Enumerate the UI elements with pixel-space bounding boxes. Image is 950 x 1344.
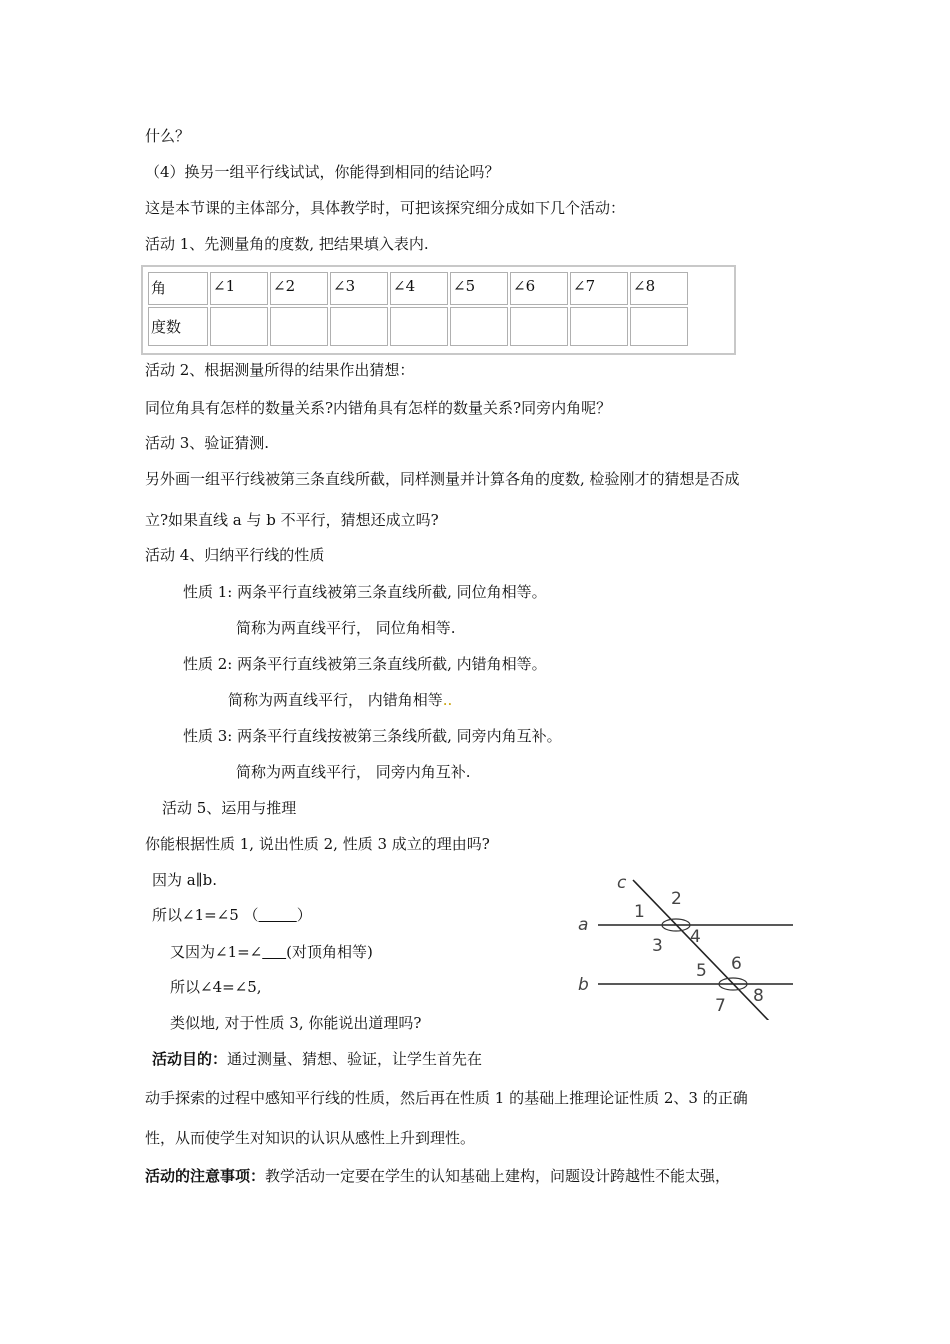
property-3: 性质 3: 两条平行直线按被第三条线所截, 同旁内角互补。 xyxy=(183,727,562,745)
goal-label: 活动目的： xyxy=(152,1050,228,1068)
activity-5: 活动 5、运用与推理 xyxy=(162,799,297,817)
table-cell: 度数 xyxy=(148,307,208,346)
activity-1: 活动 1、先测量角的度数, 把结果填入表内. xyxy=(145,235,429,253)
label-c: c xyxy=(617,873,627,893)
dots-mark: .. xyxy=(442,691,453,709)
table-cell-input[interactable] xyxy=(450,307,508,346)
angle-label-8: 8 xyxy=(753,986,764,1006)
reason-3 xyxy=(170,942,373,962)
table-cell-input[interactable] xyxy=(570,307,628,346)
reason-2-text: 所以∠1=∠5 （ xyxy=(152,906,259,924)
goal-text: 通过测量、猜想、验证，让学生首先在 xyxy=(227,1050,483,1068)
paragraph-line: 另外画一组平行线被第三条直线所截，同样测量并计算各角的度数, 检验刚才的猜想是否成 xyxy=(145,470,740,488)
parallel-lines-diagram xyxy=(570,870,810,1020)
reason-2-close: ） xyxy=(296,906,312,924)
table-cell-input[interactable] xyxy=(330,307,388,346)
label-b: b xyxy=(578,975,589,995)
table-cell-input[interactable] xyxy=(630,307,688,346)
angle-label-5: 5 xyxy=(696,961,707,981)
table-cell: ∠7 xyxy=(570,272,628,305)
line-3: 这是本节课的主体部分，具体教学时，可把该探究细分成如下几个活动： xyxy=(145,199,626,217)
reason-3-note: (对顶角相等) xyxy=(286,943,373,961)
answer-blank[interactable] xyxy=(259,906,297,924)
line-2: （4）换另一组平行线试试，你能得到相同的结论吗？ xyxy=(145,163,500,181)
property-1: 性质 1: 两条平行直线被第三条直线所截, 同位角相等。 xyxy=(183,583,547,601)
table-cell: ∠8 xyxy=(630,272,688,305)
angle-label-6: 6 xyxy=(731,954,742,974)
table-cell-input[interactable] xyxy=(210,307,268,346)
angle-table-frame xyxy=(141,265,736,355)
question-line: 同位角具有怎样的数量关系?内错角具有怎样的数量关系?同旁内角呢？ xyxy=(145,399,612,417)
table-cell: ∠2 xyxy=(270,272,328,305)
activity-3: 活动 3、验证猜测. xyxy=(145,434,270,452)
goal-line-2: 动手探索的过程中感知平行线的性质，然后再在性质 1 的基础上推理论证性质 2、3 的正确 xyxy=(145,1089,748,1107)
table-cell: ∠4 xyxy=(390,272,448,305)
angle-label-3: 3 xyxy=(652,936,663,956)
property-2-short-text: 简称为两直线平行， 内错角相等 xyxy=(228,691,443,709)
table-cell: ∠3 xyxy=(330,272,388,305)
table-cell-input[interactable] xyxy=(390,307,448,346)
property-3-short: 简称为两直线平行， 同旁内角互补. xyxy=(236,763,471,781)
table-row-header xyxy=(148,272,688,305)
table-cell: 角 xyxy=(148,272,208,305)
table-cell: ∠1 xyxy=(210,272,268,305)
angle-label-1: 1 xyxy=(634,902,645,922)
table-cell: ∠6 xyxy=(510,272,568,305)
notes-line xyxy=(145,1166,730,1186)
notes-label: 活动的注意事项： xyxy=(145,1167,266,1185)
answer-blank[interactable] xyxy=(262,943,286,961)
property-2-short xyxy=(228,690,452,710)
goal-line-3: 性，从而使学生对知识的认识从感性上升到理性。 xyxy=(145,1129,476,1147)
table-row-degrees xyxy=(148,307,688,346)
reason-2 xyxy=(152,905,312,925)
reason-5: 类似地, 对于性质 3, 你能说出道理吗? xyxy=(170,1014,422,1032)
label-a: a xyxy=(578,915,589,935)
angle-label-2: 2 xyxy=(671,889,682,909)
angle-label-4: 4 xyxy=(690,927,701,947)
notes-text: 教学活动一定要在学生的认知基础上建构，问题设计跨越性不能太强， xyxy=(265,1167,731,1185)
line-1: 什么？ xyxy=(145,127,191,145)
reasoning-question: 你能根据性质 1, 说出性质 2, 性质 3 成立的理由吗? xyxy=(145,835,490,853)
activity-2: 活动 2、根据测量所得的结果作出猜想： xyxy=(145,361,415,379)
reason-1: 因为 a∥b. xyxy=(152,871,218,889)
angle-label-7: 7 xyxy=(715,996,726,1016)
paragraph-line: 立?如果直线 a 与 b 不平行，猜想还成立吗? xyxy=(145,511,439,529)
table-cell-input[interactable] xyxy=(510,307,568,346)
property-1-short: 简称为两直线平行， 同位角相等. xyxy=(236,619,456,637)
angle-table xyxy=(146,270,690,348)
goal-line xyxy=(152,1049,482,1069)
reason-4: 所以∠4=∠5, xyxy=(170,978,262,996)
property-2: 性质 2: 两条平行直线被第三条直线所截, 内错角相等。 xyxy=(183,655,547,673)
table-cell-input[interactable] xyxy=(270,307,328,346)
reason-3-text: 又因为∠1=∠ xyxy=(170,943,263,961)
table-cell: ∠5 xyxy=(450,272,508,305)
activity-4: 活动 4、归纳平行线的性质 xyxy=(145,546,325,564)
